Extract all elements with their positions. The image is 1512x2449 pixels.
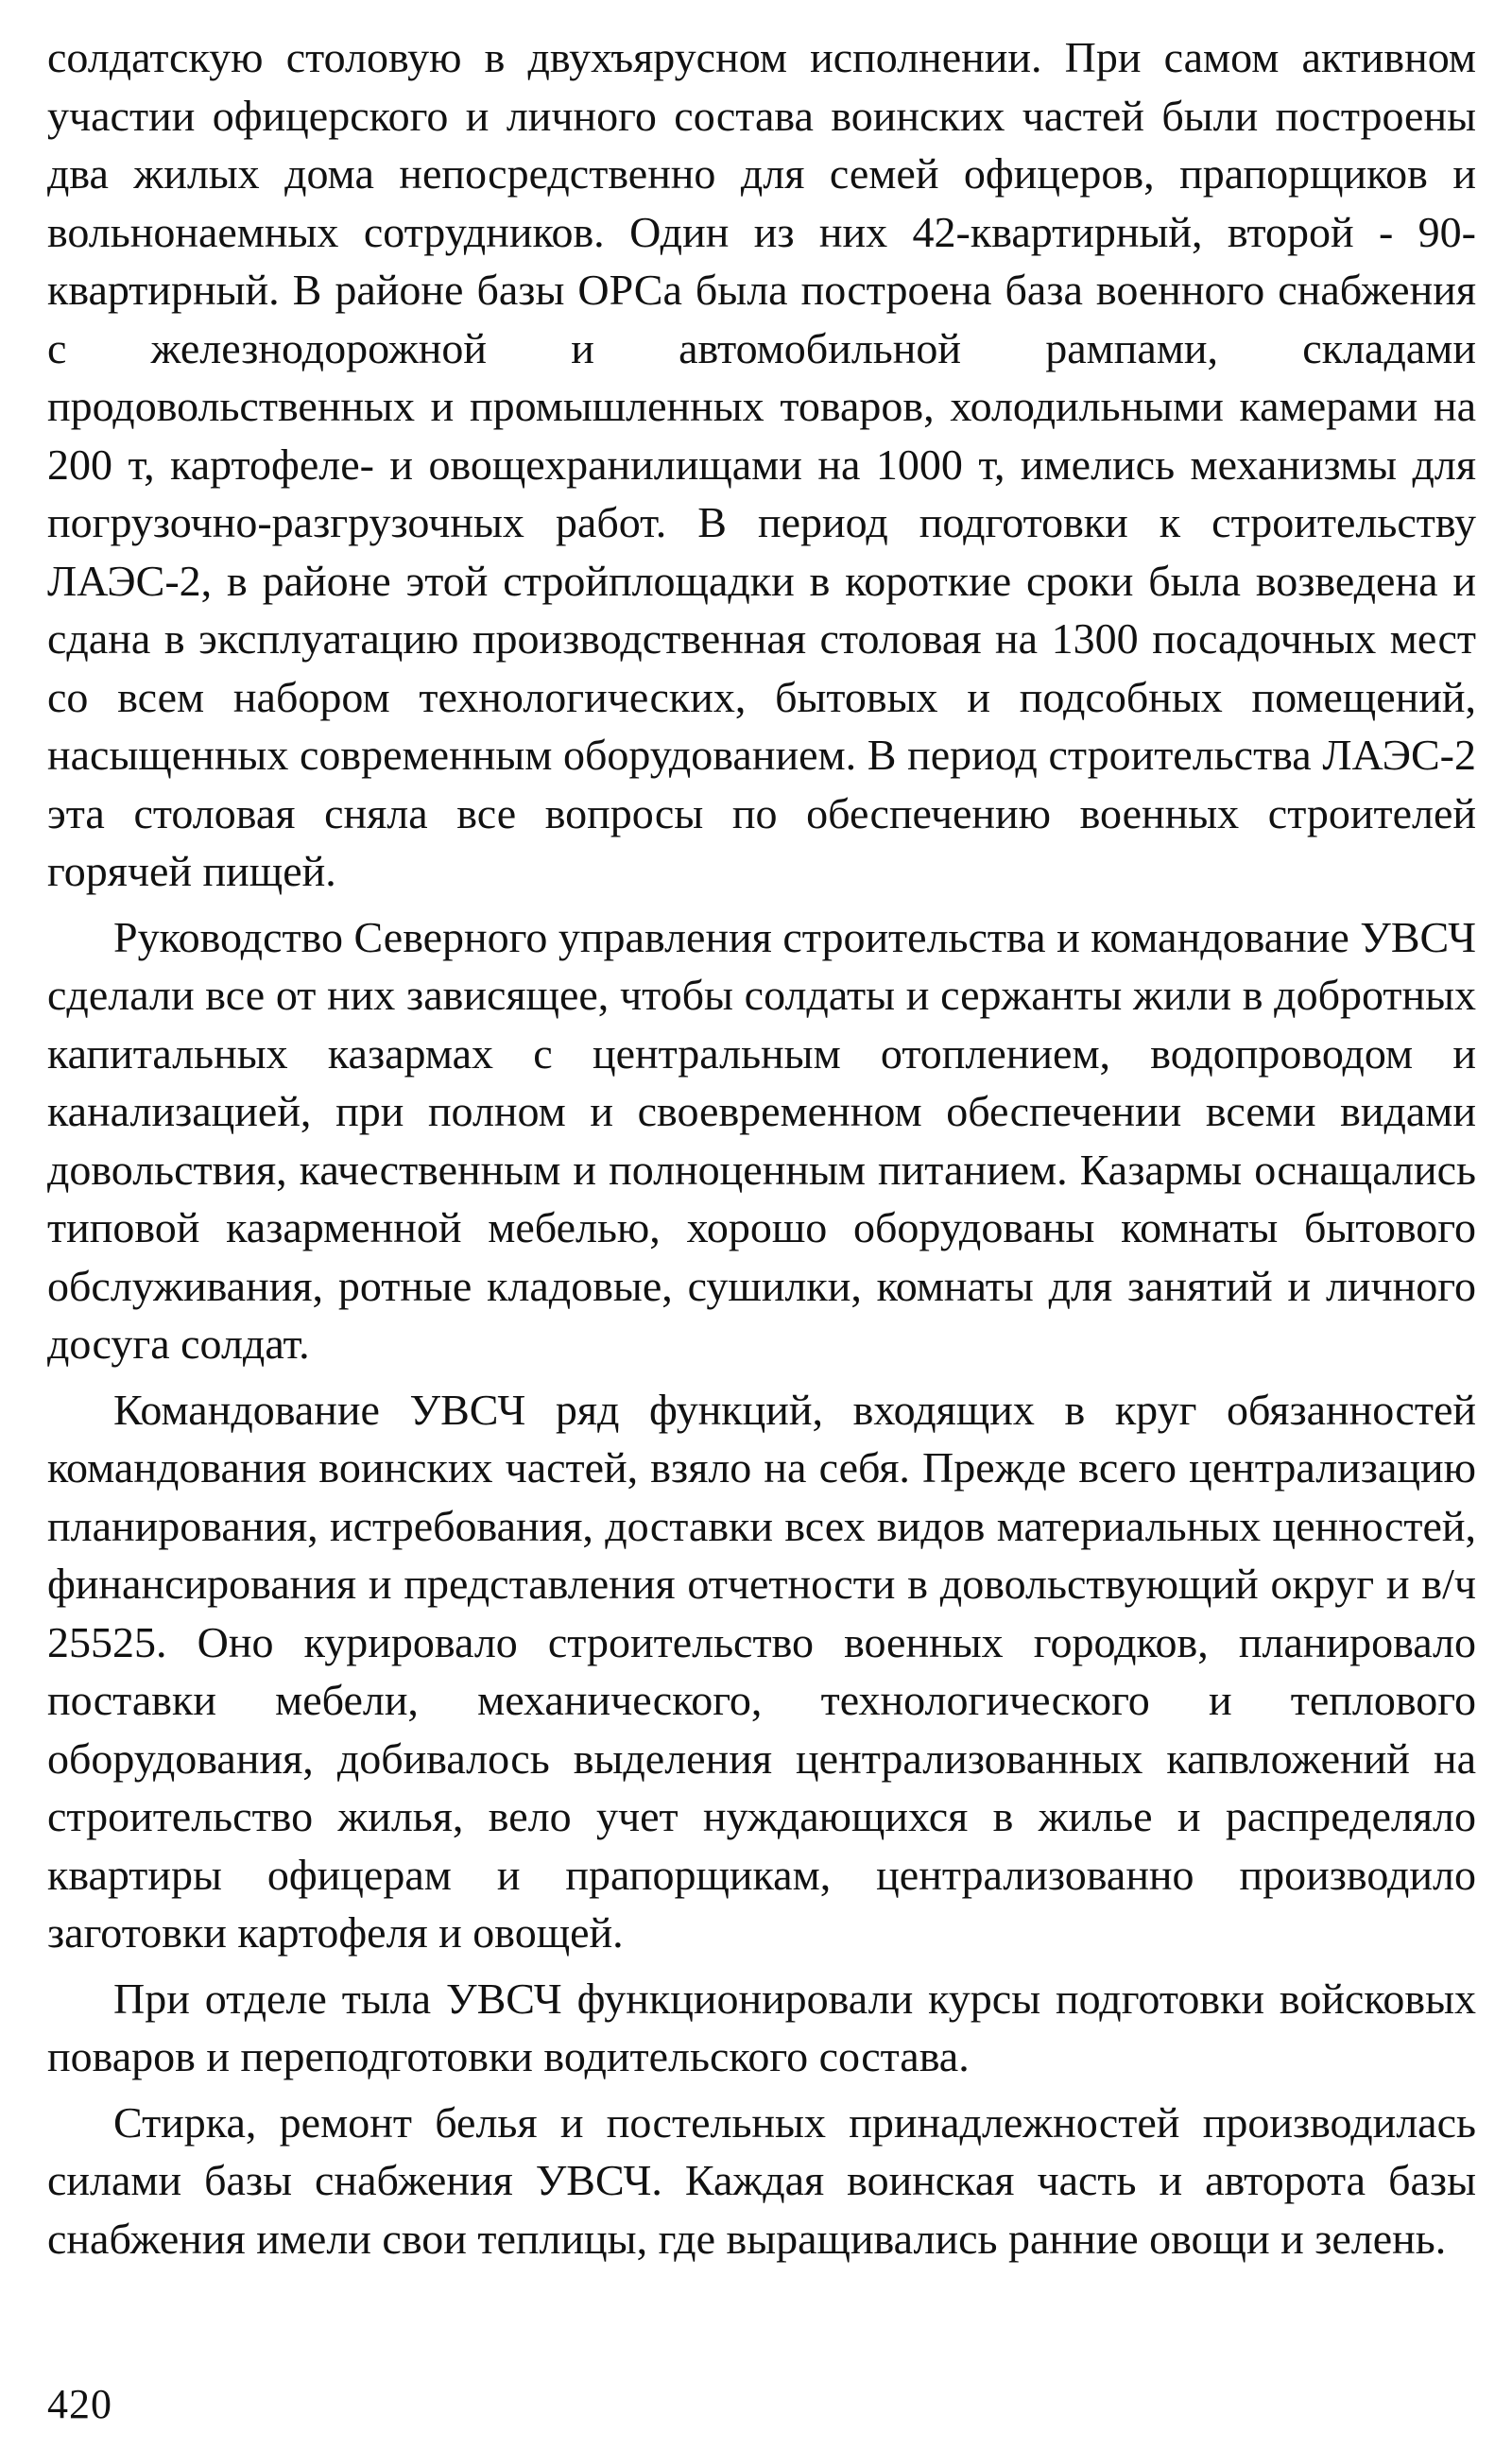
- page-body: [47, 28, 1476, 2268]
- page-number: 420: [47, 2381, 112, 2427]
- paragraph-4: При отделе тыла УВСЧ функционировали курсы подготовки войсковых поваров и переподготовки водительского состава.: [47, 1974, 1476, 2080]
- paragraph-2: Руководство Северного управления строительства и командование УВСЧ сделали все от них зависящее, чтобы солдаты и сержанты жили в добротных капитальных казармах с центральным отоплением, водопроводом и канализацией, при полном и своевременном обеспечении всеми видами довольствия, качественным и полноценным питанием. Казармы оснащались типовой казарменной мебелью, хорошо оборудованы комнаты бытового обслуживания, ротные кладовые, сушилки, комнаты для занятий и личного досуга солдат.: [47, 912, 1476, 1368]
- paragraph-5: Стирка, ремонт белья и постельных принадлежностей производилась силами базы снабжения УВСЧ. Каждая воинская часть и авторота базы снабжения имели свои теплицы, где выращивались ранние овощи и зелень.: [47, 2097, 1476, 2263]
- paragraph-1: солдатскую столовую в двухъярусном исполнении. При самом активном участии офицерского и личного состава воинских частей были построены два жилых дома непосредственно для семей офицеров, прапорщиков и вольнонаемных сотрудников. Один из них 42-квартирный, второй - 90-квартирный. В районе базы ОРСа была построена база военного снабжения с железнодорожной и автомобильной рампами, складами продовольственных и промышленных товаров, холодильными камерами на 200 т, картофеле- и овощехранилищами на 1000 т, имелись механизмы для погрузочно-разгрузочных работ. В период подготовки к строительству ЛАЭС-2, в районе этой стройплощадки в короткие сроки была возведена и сдана в эксплуатацию производственная столовая на 1300 посадочных мест со всем набором технологических, бытовых и подсобных помещений, насыщенных современным оборудованием. В период строительства ЛАЭС-2 эта столовая сняла все вопросы по обеспечению военных строителей горячей пищей.: [47, 33, 1476, 895]
- paragraph-3: Командование УВСЧ ряд функций, входящих в круг обязанностей командования воинских частей, взяло на себя. Прежде всего централизацию планирования, истребования, доставки всех видов материальных ценностей, финансирования и представления отчетности в довольствующий округ и в/ч 25525. Оно курировало строительство военных городков, планировало поставки мебели, механического, технологического и теплового оборудования, добивалось выделения централизованных капвложений на строительство жилья, вело учет нуждающихся в жилье и распределяло квартиры офицерам и прапорщикам, централизованно производило заготовки картофеля и овощей.: [47, 1385, 1476, 1957]
